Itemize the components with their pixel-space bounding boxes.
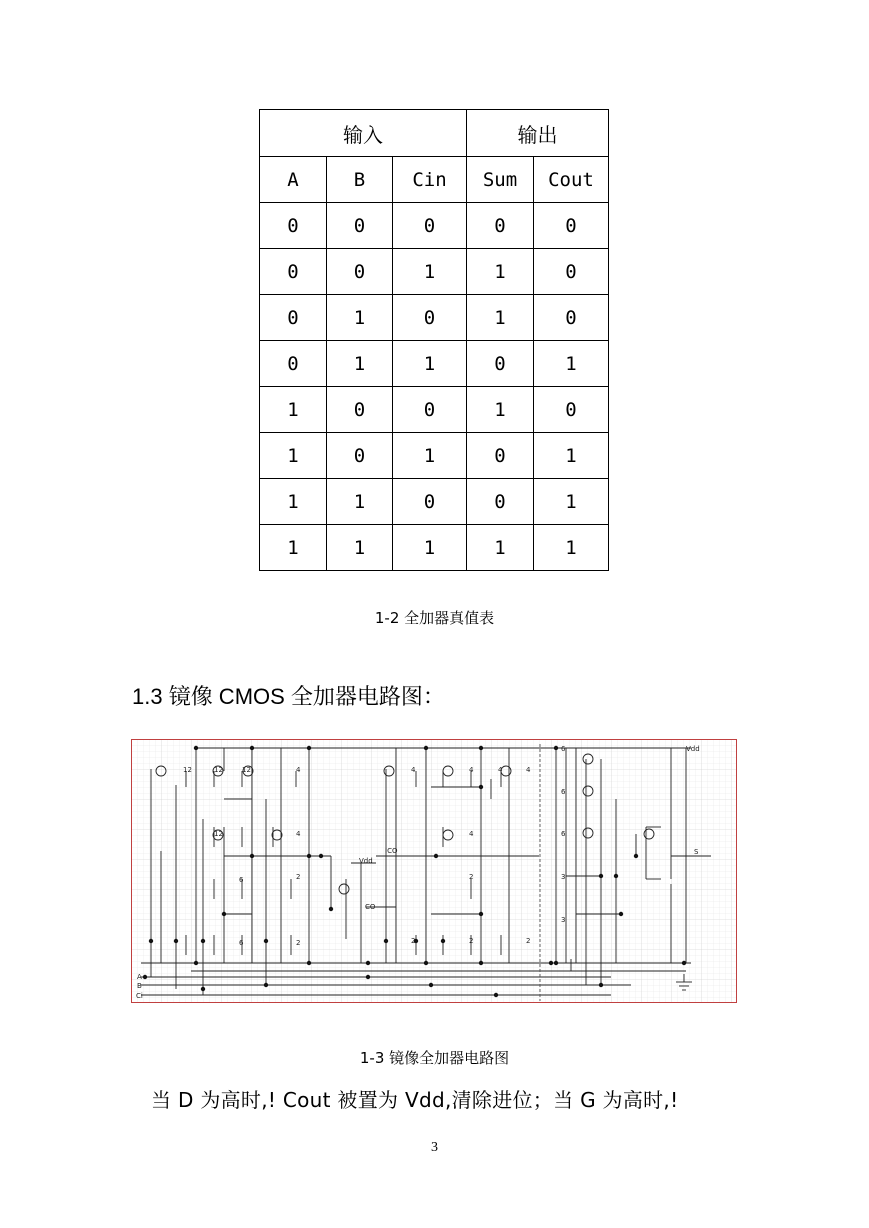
table-cell: 0 [467, 203, 534, 249]
col-b: B [327, 157, 393, 203]
label-input-a: A [137, 973, 142, 981]
label-input-ci: Ci [136, 992, 143, 1000]
section-heading: 1.3 镜像 CMOS 全加器电路图： [132, 684, 445, 709]
size-label: 12 [183, 766, 192, 774]
table-caption: 1-2 全加器真值表 [374, 609, 495, 627]
label-ico: ICO [385, 847, 398, 855]
size-label: 4 [296, 766, 301, 774]
table-cell: 1 [393, 249, 467, 295]
table-cell: 1 [327, 295, 393, 341]
size-label: 4 [469, 830, 474, 838]
size-label: 4 [469, 766, 474, 774]
table-cell: 0 [534, 387, 609, 433]
table-cell: 1 [260, 479, 327, 525]
size-label: 6 [239, 939, 244, 947]
table-cell: 1 [534, 479, 609, 525]
size-label: 2 [296, 939, 301, 947]
table-cell: 0 [393, 479, 467, 525]
circuit-diagram [131, 739, 737, 1003]
table-cell: 1 [534, 433, 609, 479]
table-cell: 1 [260, 433, 327, 479]
table-cell: 0 [327, 249, 393, 295]
table-cell: 1 [393, 341, 467, 387]
truth-table [259, 109, 609, 571]
col-sum: Sum [467, 157, 534, 203]
label-input-b: B [137, 982, 142, 990]
table-cell: 0 [534, 249, 609, 295]
table-cell: 1 [534, 525, 609, 571]
header-input: 输入 [260, 110, 467, 157]
table-cell: 0 [327, 433, 393, 479]
table-row [260, 479, 609, 525]
table-cell: 1 [467, 387, 534, 433]
table-cell: 0 [393, 295, 467, 341]
size-label: 2 [469, 937, 474, 945]
size-label: 12 [242, 766, 251, 774]
size-label: 3 [561, 916, 566, 924]
label-co: CO [365, 903, 376, 911]
figure-caption: 1-3 镜像全加器电路图 [359, 1049, 510, 1067]
table-cell: 0 [467, 479, 534, 525]
label-vdd-mid: Vdd [359, 857, 373, 865]
size-label: 6 [561, 788, 566, 796]
table-row [260, 387, 609, 433]
table-cell: 0 [327, 387, 393, 433]
size-label: 4 [526, 766, 531, 774]
table-cell: 0 [467, 433, 534, 479]
col-cout: Cout [534, 157, 609, 203]
table-cell: 1 [327, 341, 393, 387]
size-label: 6 [561, 745, 566, 753]
table-cell: 0 [260, 203, 327, 249]
table-cell: 1 [327, 479, 393, 525]
table-row [260, 433, 609, 479]
table-cell: 0 [534, 203, 609, 249]
page-number: 3 [431, 1140, 438, 1155]
size-label: 2 [296, 873, 301, 881]
size-label: 12 [214, 766, 223, 774]
body-paragraph: 当 D 为高时,! Cout 被置为 Vdd,清除进位；当 G 为高时,! [151, 1088, 679, 1112]
col-a: A [260, 157, 327, 203]
table-cell: 1 [534, 341, 609, 387]
table-cell: 0 [393, 387, 467, 433]
table-cell: 0 [393, 203, 467, 249]
size-label: 4 [411, 766, 416, 774]
table-cell: 1 [467, 295, 534, 341]
table-cell: 0 [327, 203, 393, 249]
label-s: S [694, 848, 699, 856]
table-row [260, 249, 609, 295]
table-cell: 1 [393, 433, 467, 479]
size-label: 6 [239, 876, 244, 884]
size-label: 4 [498, 766, 503, 774]
table-cell: 1 [467, 525, 534, 571]
table-cell: 1 [467, 249, 534, 295]
table-cell: 1 [260, 525, 327, 571]
size-label: 3 [561, 873, 566, 881]
table-row [260, 525, 609, 571]
table-cell: 0 [467, 341, 534, 387]
size-label: 4 [296, 830, 301, 838]
table-row [260, 341, 609, 387]
size-label: 6 [561, 830, 566, 838]
table-cell: 0 [260, 249, 327, 295]
table-cell: 1 [260, 387, 327, 433]
table-cell: 1 [327, 525, 393, 571]
table-cell: 0 [260, 295, 327, 341]
table-row [260, 295, 609, 341]
table-row [260, 203, 609, 249]
table-cell: 1 [393, 525, 467, 571]
size-label: 2 [526, 937, 531, 945]
label-vdd-right: Vdd [686, 745, 700, 753]
table-cell: 0 [260, 341, 327, 387]
table-cell: 0 [534, 295, 609, 341]
size-label: 2 [411, 937, 416, 945]
size-label: 2 [469, 873, 474, 881]
header-output: 输出 [467, 110, 609, 157]
size-label: 12 [214, 830, 223, 838]
col-cin: Cin [393, 157, 467, 203]
